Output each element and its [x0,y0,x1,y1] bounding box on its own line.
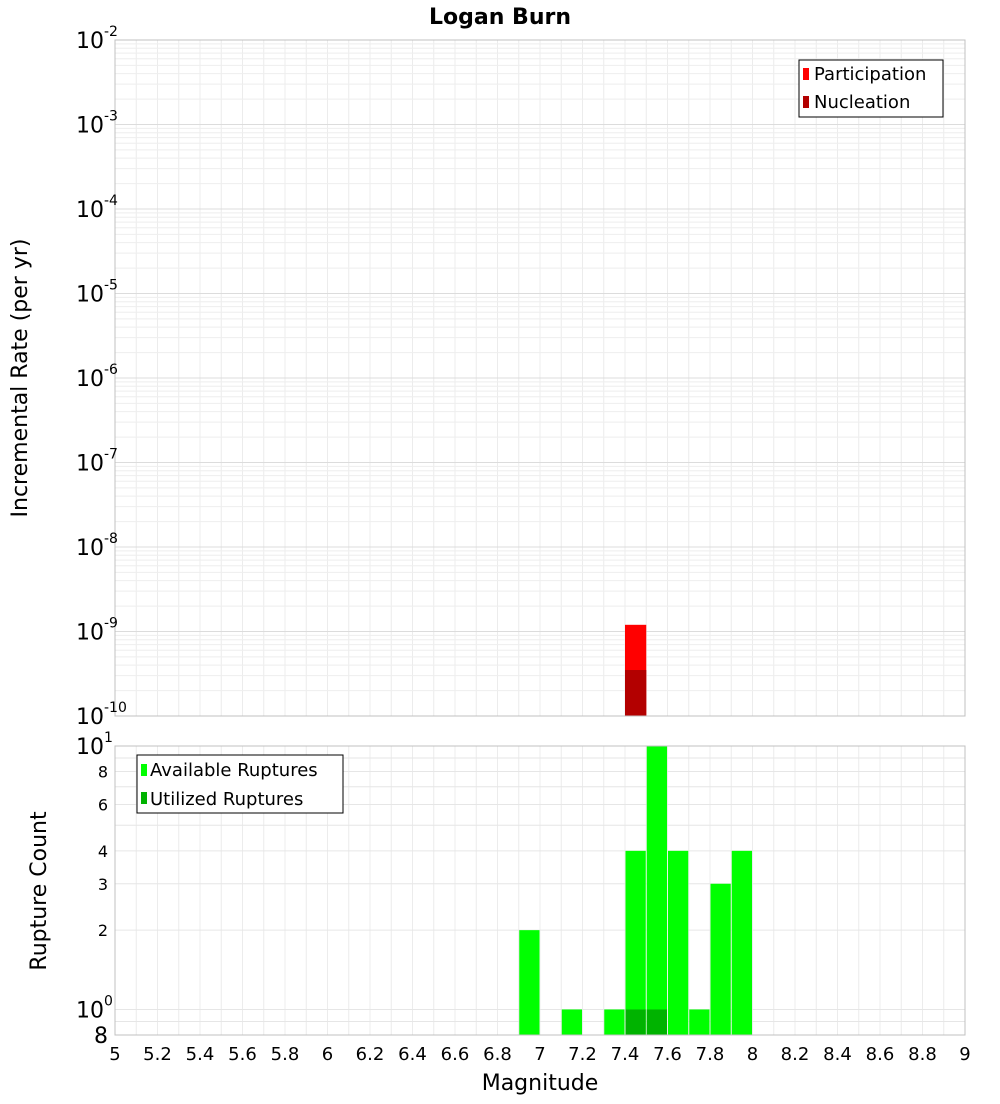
x-tick-label: 6.2 [355,1044,385,1065]
y-tick-base: 10 [76,735,104,760]
bar-utilized-ruptures [647,1009,667,1035]
bottom-y-minor-tick: 3 [97,874,108,894]
top-bars [625,625,646,716]
y-tick-label [76,362,118,392]
y-tick-label [76,447,118,477]
bottom-y-tick-label [76,730,113,760]
y-tick-base: 10 [76,536,104,561]
x-tick-label: 7.6 [653,1044,682,1065]
x-tick-label: 6.8 [483,1044,512,1065]
y-tick-exponent: -9 [104,615,118,632]
bottom-y-ticks [76,730,113,1049]
y-tick-base: 10 [76,282,104,308]
top-y-axis-label: Incremental Rate (per yr) [8,238,33,518]
legend-label-available-ruptures: Available Ruptures [150,760,318,781]
bar-available-ruptures [519,930,539,1035]
top-grid [115,40,965,716]
bottom-y-minor-tick: 8 [97,762,108,782]
bottom-y-minor-tick: 6 [97,795,108,815]
x-tick-label: 8.2 [780,1044,810,1065]
y-tick-exponent: -7 [104,446,118,463]
x-tick-label: 9 [959,1044,971,1065]
x-axis-label: Magnitude [481,1071,599,1096]
bar-available-ruptures [626,851,646,1035]
y-tick-exponent: 1 [104,730,113,746]
x-tick-label: 6.6 [440,1044,470,1065]
bottom-legend [137,755,343,813]
y-tick-base: 10 [76,367,104,392]
bar-available-ruptures [711,884,731,1035]
y-tick-label [76,278,118,308]
y-tick-base: 10 [76,198,104,223]
x-tick-label: 8 [746,1044,759,1065]
y-tick-exponent: -8 [104,531,118,547]
y-tick-label [76,24,118,54]
top-y-ticks [76,24,127,730]
bar-available-ruptures [604,1009,624,1035]
x-tick-label: 5.2 [143,1044,172,1065]
legend-swatch-nucleation [803,96,809,108]
x-tick-label: 8.4 [823,1044,852,1065]
y-tick-label [76,700,127,730]
top-legend [799,60,943,117]
x-tick-label: 7.8 [695,1044,725,1065]
x-tick-label: 5 [109,1044,121,1065]
bar-utilized-ruptures [626,1009,646,1035]
x-tick-label: 6.4 [398,1044,427,1065]
bar-available-ruptures [647,746,667,1035]
legend-swatch-utilized-ruptures [141,792,147,804]
legend-swatch-participation [803,68,809,80]
x-tick-label: 8.8 [908,1044,937,1065]
y-tick-base: 10 [76,113,104,139]
x-tick-label: 5.4 [185,1044,215,1065]
y-tick-exponent: -3 [104,108,118,125]
y-tick-label [76,616,118,646]
chart-title: Logan Burn [429,5,571,30]
legend-label-nucleation: Nucleation [814,92,911,113]
bottom-y-tick-label [76,993,113,1023]
y-tick-label [76,531,118,561]
y-tick-exponent: -5 [104,277,118,294]
x-tick-label: 7.4 [610,1044,640,1065]
x-ticks [109,1044,970,1065]
bottom-bars [519,746,752,1035]
y-tick-exponent: -6 [104,362,118,378]
bottom-y-minor-tick: 4 [97,841,108,861]
bar-nucleation [625,670,646,716]
x-tick-label: 6 [321,1044,334,1065]
bottom-y-minor-tick: 2 [97,921,108,941]
bar-available-ruptures [689,1009,709,1035]
bar-available-ruptures [562,1009,582,1035]
y-tick-exponent: 0 [104,993,113,1010]
y-tick-base: 10 [76,998,104,1024]
y-tick-base: 10 [76,705,104,730]
x-tick-label: 5.8 [270,1044,300,1065]
y-tick-exponent: -4 [104,193,118,209]
x-tick-label: 7.2 [568,1044,597,1065]
y-tick-base: 10 [76,451,104,477]
x-tick-label: 7 [534,1044,546,1065]
y-tick-exponent: -2 [104,24,118,40]
y-tick-label [76,109,118,139]
x-tick-label: 8.6 [865,1044,895,1065]
bottom-y-axis-label: Rupture Count [27,811,52,971]
y-tick-exponent: -10 [104,700,127,716]
bottom-y-minor-tick: 8 [94,1024,108,1049]
x-tick-label: 5.6 [228,1044,257,1065]
legend-swatch-available-ruptures [141,764,147,776]
bar-available-ruptures [668,851,688,1035]
legend-label-participation: Participation [814,64,927,85]
y-tick-base: 10 [76,29,104,54]
legend-label-utilized-ruptures: Utilized Ruptures [150,789,304,810]
y-tick-base: 10 [76,620,104,646]
bar-available-ruptures [732,851,752,1035]
y-tick-label [76,193,118,223]
